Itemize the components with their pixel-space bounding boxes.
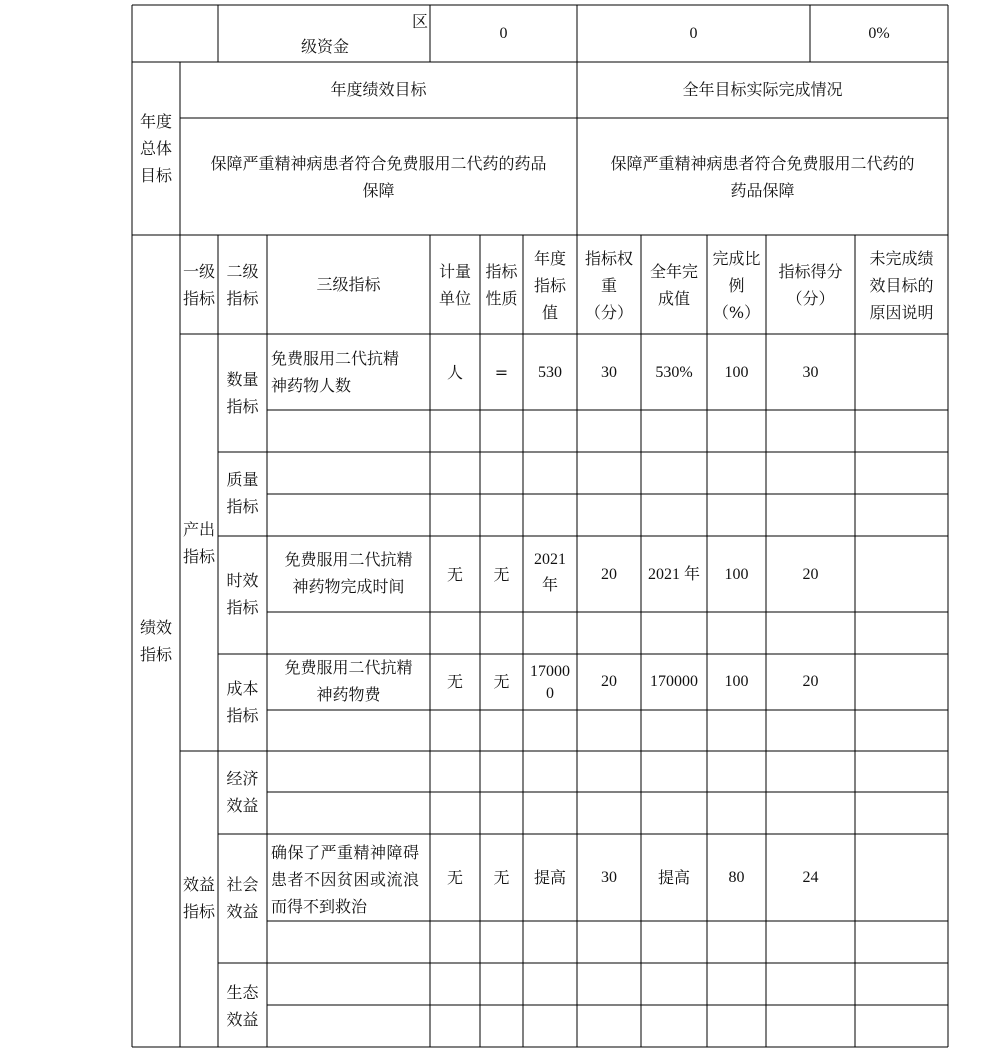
annual-cell: 17000	[530, 663, 570, 680]
header-level3: 三级指标	[316, 275, 381, 294]
weight-cell: 30	[601, 869, 617, 886]
weight-cell: 20	[601, 673, 617, 690]
indicator-name: 免费服用二代抗精	[284, 550, 413, 569]
unit-cell: 无	[446, 565, 463, 584]
annual-cell: 2021	[534, 551, 566, 568]
indicator-name: 神药物完成时间	[292, 577, 405, 596]
indicator-name: 而得不到救治	[271, 897, 368, 916]
indicator-name: 免费服用二代抗精	[284, 658, 413, 677]
nature-cell: 无	[493, 565, 510, 584]
annual-cell: 提高	[533, 868, 566, 887]
indicator-name: 患者不因贫困或流浪	[271, 870, 420, 889]
unit-cell: 无	[446, 672, 463, 691]
funding-value-1: 0	[499, 25, 508, 42]
nature-cell: 无	[493, 868, 510, 887]
nature-cell: =	[494, 363, 509, 382]
weight-cell: 30	[601, 364, 617, 381]
weight-cell: 20	[601, 566, 617, 583]
funding-label-line2: 级资金	[300, 37, 349, 56]
ratio-cell: 100	[724, 566, 749, 583]
nature-cell: 无	[493, 672, 510, 691]
indicator-name: 神药物费	[316, 685, 381, 704]
ratio-cell: 80	[728, 869, 745, 886]
score-cell: 24	[802, 869, 819, 886]
actual-header: 全年目标实际完成情况	[682, 80, 843, 99]
actual-cell: 提高	[657, 868, 690, 887]
score-cell: 20	[802, 673, 819, 690]
score-cell: 30	[802, 364, 819, 381]
annual-cell: 0	[546, 685, 554, 702]
indicator-name: 神药物人数	[271, 376, 352, 395]
unit-cell: 无	[446, 868, 463, 887]
actual-cell: 2021 年	[647, 566, 700, 583]
funding-value-3: 0%	[868, 25, 890, 42]
score-cell: 20	[802, 566, 819, 583]
ratio-cell: 100	[724, 364, 749, 381]
actual-cell: 530%	[655, 364, 693, 381]
ratio-cell: 100	[724, 673, 749, 690]
actual-cell: 170000	[650, 673, 698, 690]
indicator-name: 确保了严重精神障碍	[271, 843, 420, 862]
unit-cell: 人	[446, 363, 463, 382]
annual-cell: 530	[538, 364, 562, 381]
target-header: 年度绩效目标	[330, 80, 427, 99]
indicator-name: 免费服用二代抗精	[271, 349, 400, 368]
annual-cell: 年	[541, 575, 558, 594]
funding-label-line1: 区	[412, 12, 429, 31]
funding-value-2: 0	[689, 25, 698, 42]
